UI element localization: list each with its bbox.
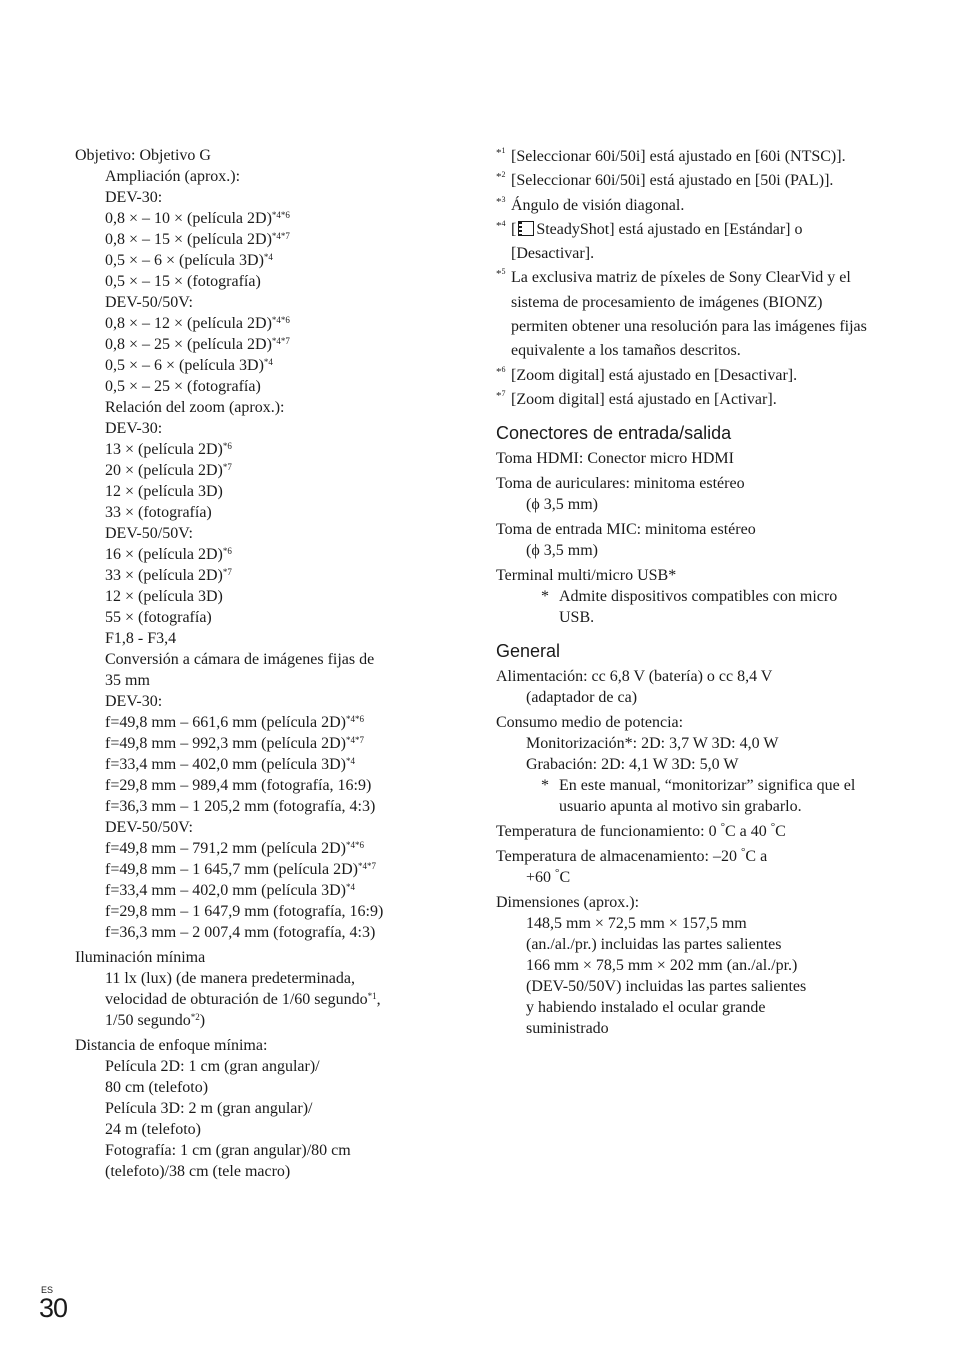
footnote-text-block [511,364,876,388]
temp-almacenamiento [496,846,876,867]
iluminacion-line [75,1010,475,1031]
spec-line [75,901,475,922]
footnote-marker [496,190,511,214]
spec-list [75,712,475,817]
spec-list [75,838,475,943]
objetivo-title: Objetivo: Objetivo G [75,147,211,164]
section-heading-general: General [496,641,561,662]
temp-almacenamiento-2 [496,867,876,888]
note-text: En este manual, “monitorizar” significa que el usuario apunta al motivo sin grabarlo. [559,777,856,816]
spec-list [75,313,475,397]
text-line: Película 3D: 2 m (gran angular)/ [105,1100,313,1117]
hdmi-spec: Toma HDMI: Conector micro HDMI [496,450,734,468]
footnote-asterisk: * [496,365,502,378]
footnote-ref: *2 [190,1012,200,1022]
mic-spec: Toma de entrada MIC: minitoma estéreo [496,521,756,539]
text-line: 80 cm (telefoto) [105,1079,209,1096]
spec-text: f=49,8 mm – 791,2 mm (película 2D) [105,840,346,857]
spec-text: 33 × (película 2D) [105,567,223,584]
spec-line [75,565,475,586]
note-text: Admite dispositivos compatibles con micro USB. [559,588,838,627]
spec-line [75,922,475,943]
footnote-prefix: [ [511,220,517,238]
model-label: DEV-30: [105,693,163,710]
spec-text: 20 × (película 2D) [105,462,223,479]
footnote-asterisk: * [496,195,502,208]
spec-text: f=33,4 mm – 402,0 mm (película 3D) [105,882,346,899]
section-heading-conectores: Conectores de entrada/salida [496,423,732,444]
footnote-text: [Zoom digital] está ajustado en [Activar]. [511,390,777,408]
spec-line [75,775,475,796]
spec-line [75,733,475,754]
spec-line [75,334,475,355]
footnote-ref: *4*6 [271,210,290,220]
footnote-ref: *4*7 [345,735,364,745]
footnote-ref: *1 [367,991,377,1001]
spec-line [75,880,475,901]
spec-text: 0,5 × – 15 × (fotografía) [105,273,261,290]
footnote-text: [Zoom digital] está ajustado en [Desactivar]. [511,366,798,384]
mic-spec-2: (ϕ 3,5 mm) [526,542,598,560]
degree-symbol: ° [555,867,560,880]
alimentacion-spec-2: (adaptador de ca) [526,689,638,707]
spec-line [75,607,475,628]
spec-line [75,250,475,271]
footnote-ref: *4*6 [345,840,364,850]
footnote-ref: *4 [345,756,355,766]
temp-text: C [559,869,571,887]
spec-line [75,754,475,775]
spec-text: 0,8 × – 15 × (película 2D) [105,231,272,248]
footnote-number: 4 [501,218,506,228]
spec-line [75,481,475,502]
footnote-ref: *7 [222,462,232,472]
spec-text: 13 × (película 2D) [105,441,223,458]
footnote-asterisk: * [496,171,502,184]
footnote-ref: *4 [263,357,273,367]
spec-list [75,208,475,292]
distancia-title: Distancia de enfoque mínima: [75,1037,268,1054]
footnote [496,169,876,193]
footnote-ref: *6 [222,441,232,451]
spec-text: f=49,8 mm – 992,3 mm (película 2D) [105,735,346,752]
footnote-ref: *4*7 [271,231,290,241]
spec-text: f=49,8 mm – 661,6 mm (película 2D) [105,714,346,731]
conversion-label: Conversión a cámara de imágenes fijas de [105,651,375,668]
footnote [496,218,876,267]
iluminacion-line: 11 lx (lux) (de manera predeterminada, [105,970,355,987]
film-steadyshot-icon [518,221,534,236]
footnote-text: SteadyShot] está ajustado en [Estándar] o [Desactivar]. [511,220,803,263]
spec-line [75,229,475,250]
spec-text: 55 × (fotografía) [105,609,212,626]
footnote-marker [496,360,511,384]
degree-symbol: ° [741,846,746,859]
iluminacion-line [75,989,475,1010]
text-line: 166 mm × 78,5 mm × 202 mm (an./al./pr.) [526,957,798,975]
footnote-text-block [511,145,876,169]
distancia-list [75,1056,475,1182]
alimentacion-spec: Alimentación: cc 6,8 V (batería) o cc 8,4 V [496,668,773,686]
text-line: (DEV-50/50V) incluidas las partes salientes [526,978,807,996]
footnote-ref: *4 [263,252,273,262]
ampliacion-label: Ampliación (aprox.): [105,168,241,185]
model-label: DEV-50/50V: [105,294,193,311]
page-language-code: ES [41,1285,54,1295]
text-line: y habiendo instalado el ocular grande [526,999,766,1017]
footnote [496,145,876,169]
temp-text: +60 [526,869,556,887]
footnote-ref: *7 [222,567,232,577]
footnote-asterisk: * [496,389,502,402]
footnote-text-block [511,388,876,412]
dimensiones-list [496,913,876,1039]
spec-text: 0,8 × – 10 × (película 2D) [105,210,272,227]
note-asterisk: * [541,777,549,795]
footnote-ref: *6 [222,546,232,556]
spec-text: 33 × (fotografía) [105,504,212,521]
footnote-asterisk: * [496,219,502,232]
text-line: 148,5 mm × 72,5 mm × 157,5 mm [526,915,747,933]
spec-line [75,208,475,229]
spec-text: 16 × (película 2D) [105,546,223,563]
footnote-text-block [511,218,876,267]
left-column [75,145,475,1182]
spec-line [75,544,475,565]
spec-line [75,796,475,817]
footnote-marker [496,165,511,189]
iluminacion-text: ) [199,1012,206,1029]
text-line: Fotografía: 1 cm (gran angular)/80 cm [105,1142,351,1159]
footnote [496,194,876,218]
spec-list [75,439,475,523]
footnote-ref: *4*6 [271,315,290,325]
spec-line [75,376,475,397]
temp-funcionamiento [496,821,876,842]
usb-spec: Terminal multi/micro USB* [496,567,677,585]
spec-text: f=29,8 mm – 989,4 mm (fotografía, 16:9) [105,777,372,794]
note-asterisk: * [541,588,549,606]
footnote-text-block [511,266,876,363]
spec-text: 12 × (película 3D) [105,588,223,605]
spec-line [75,460,475,481]
iluminacion-title: Iluminación mínima [75,949,206,966]
model-label: DEV-50/50V: [105,819,193,836]
spec-text: f=49,8 mm – 1 645,7 mm (película 2D) [105,861,358,878]
spec-text: 12 × (película 3D) [105,483,223,500]
spec-list [75,544,475,628]
footnote-marker [496,262,511,359]
temp-text: C a [745,848,768,866]
auriculares-spec: Toma de auriculares: minitoma estéreo [496,475,745,493]
footnote-marker [496,141,511,165]
spec-text: f=29,8 mm – 1 647,9 mm (fotografía, 16:9) [105,903,384,920]
footnote-ref: *4*6 [345,714,364,724]
footnote [496,388,876,412]
conversion-label-2: 35 mm [105,672,150,689]
spec-line [75,313,475,334]
spec-text: f=33,4 mm – 402,0 mm (película 3D) [105,756,346,773]
spec-text: 0,8 × – 25 × (película 2D) [105,336,272,353]
spec-text: 0,5 × – 6 × (película 3D) [105,357,264,374]
temp-text: C [775,823,786,841]
spec-line [75,502,475,523]
degree-symbol: ° [770,821,776,834]
footnote-ref: *4*7 [271,336,290,346]
footnote-number: 7 [501,388,506,398]
footnote-text: [Seleccionar 60i/50i] está ajustado en [50i (PAL)]. [511,172,834,190]
footnote-ref: *4*7 [357,861,376,871]
footnote [496,364,876,388]
model-label: DEV-30: [105,189,163,206]
footnote-number: 5 [501,267,506,277]
relacion-label: Relación del zoom (aprox.): [105,399,285,416]
page-number: 30 [39,1293,68,1323]
fnumber: F1,8 - F3,4 [105,630,177,647]
spec-text: f=36,3 mm – 2 007,4 mm (fotografía, 4:3) [105,924,376,941]
footnote-asterisk: * [496,147,502,159]
footnote-number: 2 [501,170,506,180]
spec-text: 0,5 × – 6 × (película 3D) [105,252,264,269]
spec-text: f=36,3 mm – 1 205,2 mm (fotografía, 4:3) [105,798,376,815]
footnote-number: 6 [501,364,506,374]
temp-text: Temperatura de almacenamiento: –20 [496,848,741,866]
footnote-text-block [511,169,876,193]
footnote-asterisk: * [496,268,502,281]
model-label: DEV-50/50V: [105,525,193,542]
degree-symbol: ° [720,821,725,834]
text-line: Película 2D: 1 cm (gran angular)/ [105,1058,320,1075]
spec-line [75,439,475,460]
temp-text: C a 40 [724,823,771,841]
spec-text: 0,5 × – 25 × (fotografía) [105,378,261,395]
footnote-number: 3 [501,194,506,204]
footnote-ref: *4 [345,882,355,892]
monitorizacion-spec: Monitorización*: 2D: 3,7 W 3D: 4,0 W [526,735,779,753]
spec-line [75,712,475,733]
text-line: (telefoto)/38 cm (tele macro) [105,1163,291,1180]
footnote [496,266,876,363]
text-line: 24 m (telefoto) [105,1121,201,1138]
consumo-note [496,775,876,817]
right-column [496,145,876,1039]
dimensiones-spec: Dimensiones (aprox.): [496,894,640,912]
footnote-text: [Seleccionar 60i/50i] está ajustado en [60i (NTSC)]. [511,148,846,165]
text-line: (an./al./pr.) incluidas las partes salientes [526,936,782,954]
spec-line [75,838,475,859]
iluminacion-text: 1/50 segundo [105,1012,191,1029]
spec-line [75,859,475,880]
spec-line [75,586,475,607]
iluminacion-text: , [376,991,381,1008]
spec-line [75,355,475,376]
text-line: suministrado [526,1020,609,1038]
footnote-text-block [511,194,876,218]
iluminacion-text: velocidad de obturación de 1/60 segundo [105,991,368,1008]
spec-line [75,271,475,292]
footnote-marker [496,214,511,263]
footnote-text: La exclusiva matriz de píxeles de Sony ClearVid y el sistema de procesamiento de imágenes (BIONZ) permiten obtener una resolución para las imágenes fijas equivalente a los tamaños descritos. [511,269,867,360]
consumo-spec: Consumo medio de potencia: [496,714,684,732]
footnote-number: 1 [501,146,506,155]
footnotes [496,145,876,412]
spec-text: 0,8 × – 12 × (película 2D) [105,315,272,332]
auriculares-spec-2: (ϕ 3,5 mm) [526,496,598,514]
footnote-marker [496,384,511,408]
grabacion-spec: Grabación: 2D: 4,1 W 3D: 5,0 W [526,756,739,774]
model-label: DEV-30: [105,420,163,437]
footnote-text: Ángulo de visión diagonal. [511,196,685,214]
temp-text: Temperatura de funcionamiento: 0 [496,823,721,841]
usb-note [496,586,876,628]
